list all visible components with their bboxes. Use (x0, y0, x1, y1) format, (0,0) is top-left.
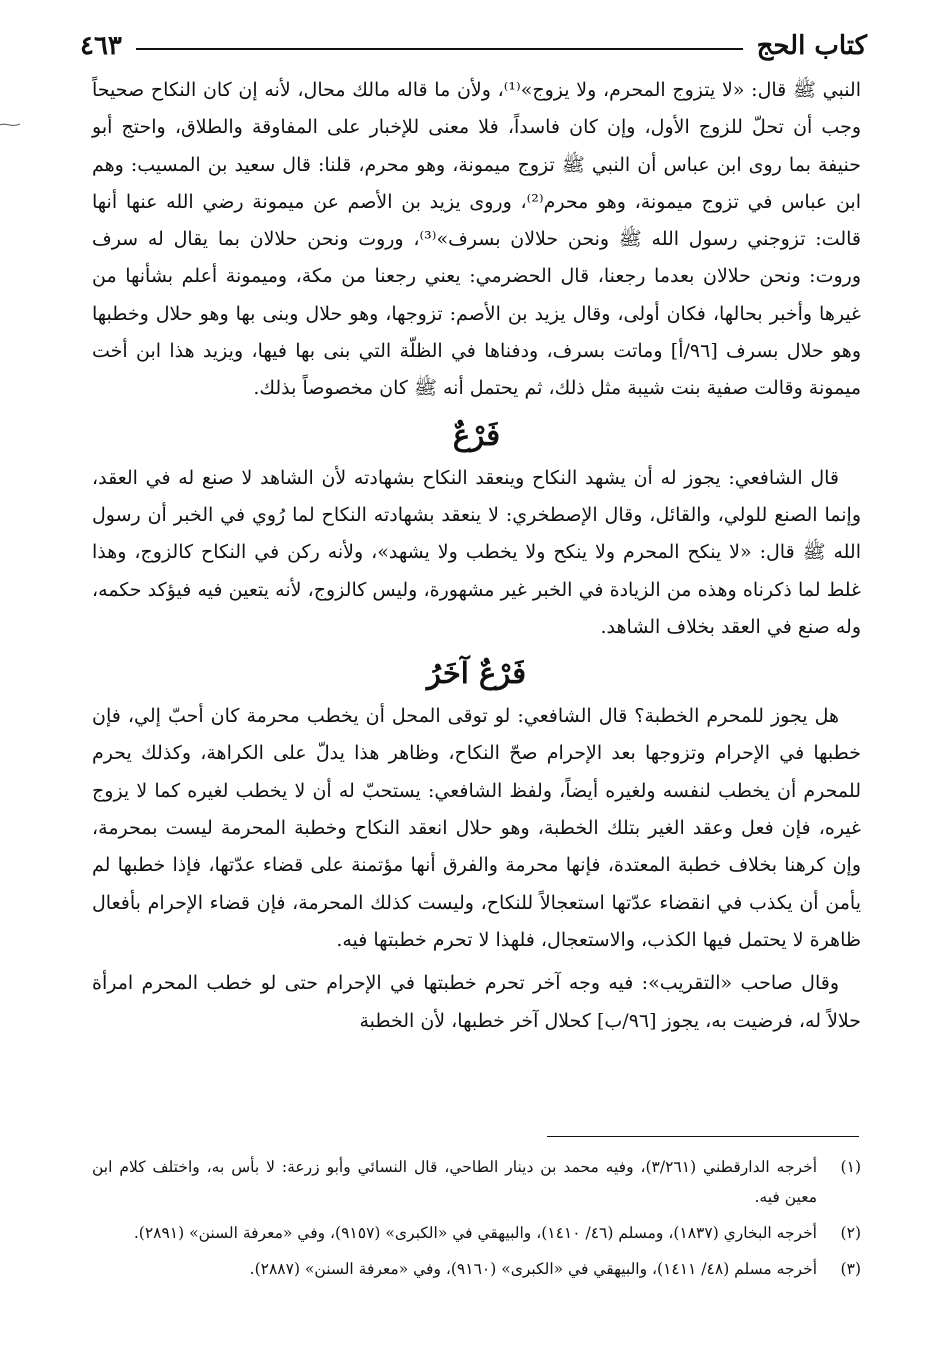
header-rule (136, 48, 743, 50)
body-paragraph: هل يجوز للمحرم الخطبة؟ قال الشافعي: لو توقى المحل أن يخطب محرمة كان أحبّ إلي، فإن خطبها في الإحرام وتزوجها بعد الإحرام صحّ النكاح، وظاهر هذا يدلّ على الكراهة، وكذلك يحرم للمحرم أن يخطب لنفسه ولغيره أيضاً، ولفظ الشافعي: يستحبّ له أن لا يخطب لغيره كما لا يزوج غيره، فإن فعل وعقد الغير بتلك الخطبة، وهو حلال انعقد النكاح وخطبة المحرمة ليست بمحرمة، وإن كرهنا بخلاف خطبة المعتدة، فإنها محرمة والفرق أنها مؤتمنة على قضاء عدّتها، فإذا خطبها لم يأمن أن يكذب في انقضاء عدّتها استعجالاً للنكاح، وليست كذلك المحرمة، فإن قضاء الإحرام بأفعال ظاهرة لا يحتمل فيها الكذب، والاستعجال، فلهذا لا تحرم خطبتها فيه. (92, 705, 861, 951)
footnote-divider (547, 1136, 859, 1137)
footnote-text: أخرجه مسلم (٤٨/ ١٤١١)، والبيهقي في «الكبرى» (٩١٦٠)، وفي «معرفة السنن» (٢٨٨٧). (249, 1260, 817, 1278)
footnote-text: أخرجه البخاري (١٨٣٧)، ومسلم (٤٦/ ١٤١٠)، والبيهقي في «الكبرى» (٩١٥٧)، وفي «معرفة السنن» (٢٨٩١). (133, 1224, 817, 1242)
footnote-number: (٢) (840, 1224, 861, 1242)
page-number: ٤٦٣ (80, 31, 122, 61)
footnote-text: أخرجه الدارقطني (٣/٢٦١)، وفيه محمد بن دينار الطاحي، قال النسائي وأبو زرعة: لا بأس به، واختلف كلام ابن معين فيه. (92, 1158, 817, 1206)
footnote (92, 1152, 861, 1212)
main-text (92, 72, 861, 1040)
section-heading: فَرْعٌ (452, 417, 501, 452)
scan-artifact-mark (0, 118, 20, 132)
footnote-number: (١) (840, 1158, 861, 1176)
section-heading: فَرْعٌ آخَرُ (426, 656, 527, 691)
footnotes (92, 1152, 861, 1290)
footnote-number: (٣) (840, 1260, 861, 1278)
body-paragraph: وقال صاحب «التقريب»: فيه وجه آخر تحرم خطبتها في الإحرام حتى لو خطب المحرم امرأة حلالاً له، فرضيت به، يجوز [٩٦/ب] كحلال آخر خطبها، لأن الخطبة (92, 972, 861, 1032)
body-paragraph: النبي ﷺ قال: «لا يتزوج المحرم، ولا يزوج»⁽¹⁾، ولأن ما قاله مالك محال، لأنه إن كان النكاح صحيحاً وجب أن تحلّ للزوج الأول، وإن كان فاسداً، فلا معنى للإخبار على المفاوقة والطلاق، واحتج أبو حنيفة بما روى ابن عباس أن النبي ﷺ تزوج ميمونة، وهو محرم، قلنا: قال سعيد بن المسيب: وهم ابن عباس في تزوج ميمونة، وهو محرم⁽²⁾، وروى يزيد بن الأصم عن ميمونة رضي الله عنها أنها قالت: تزوجني رسول الله ﷺ ونحن حلالان بسرف»⁽³⁾، وروت ونحن حلالان بما يقال له سرف وروت: ونحن حلالان بعدما رجعنا، قال الحضرمي: يعني رجعنا من مكة، وميمونة أعلم بشأنها من غيرها وأخبر بحالها، فكان أولى، وقال يزيد بن الأصم: تزوجها، وهو حلال وبنى بها وهو حلال وخطبها وهو حلال بسرف [٩٦/أ] وماتت بسرف، ودفناها في الظلّة التي بنى بها فيها، ويزيد هذا ابن أخت ميمونة وقالت صفية بنت شيبة مثل ذلك، ثم يحتمل أنه ﷺ كان مخصوصاً بذلك. (92, 79, 861, 400)
body-paragraph: قال الشافعي: يجوز له أن يشهد النكاح وينعقد النكاح بشهادته لأن الشاهد لا صنع له في العقد، وإنما الصنع للولي، والقائل، وقال الإصطخري: لا ينعقد بشهادته النكاح لما رُوي في الخبر أن رسول الله ﷺ قال: «لا ينكح المحرم ولا ينكح ولا يخطب ولا يشهد»، ولأنه ركن في النكاح كالزوج، وهذا غلط لما ذكرناه وهذه من الزيادة في الخبر غير مشهورة، وليس كالزوج، لأنه يتعين فيه فيؤكد حكمه، وله صنع في العقد بخلاف الشاهد. (92, 466, 861, 638)
footnote (92, 1218, 861, 1248)
footnote (92, 1254, 861, 1284)
running-header (80, 26, 867, 66)
book-title: كتاب الحج (756, 31, 867, 61)
